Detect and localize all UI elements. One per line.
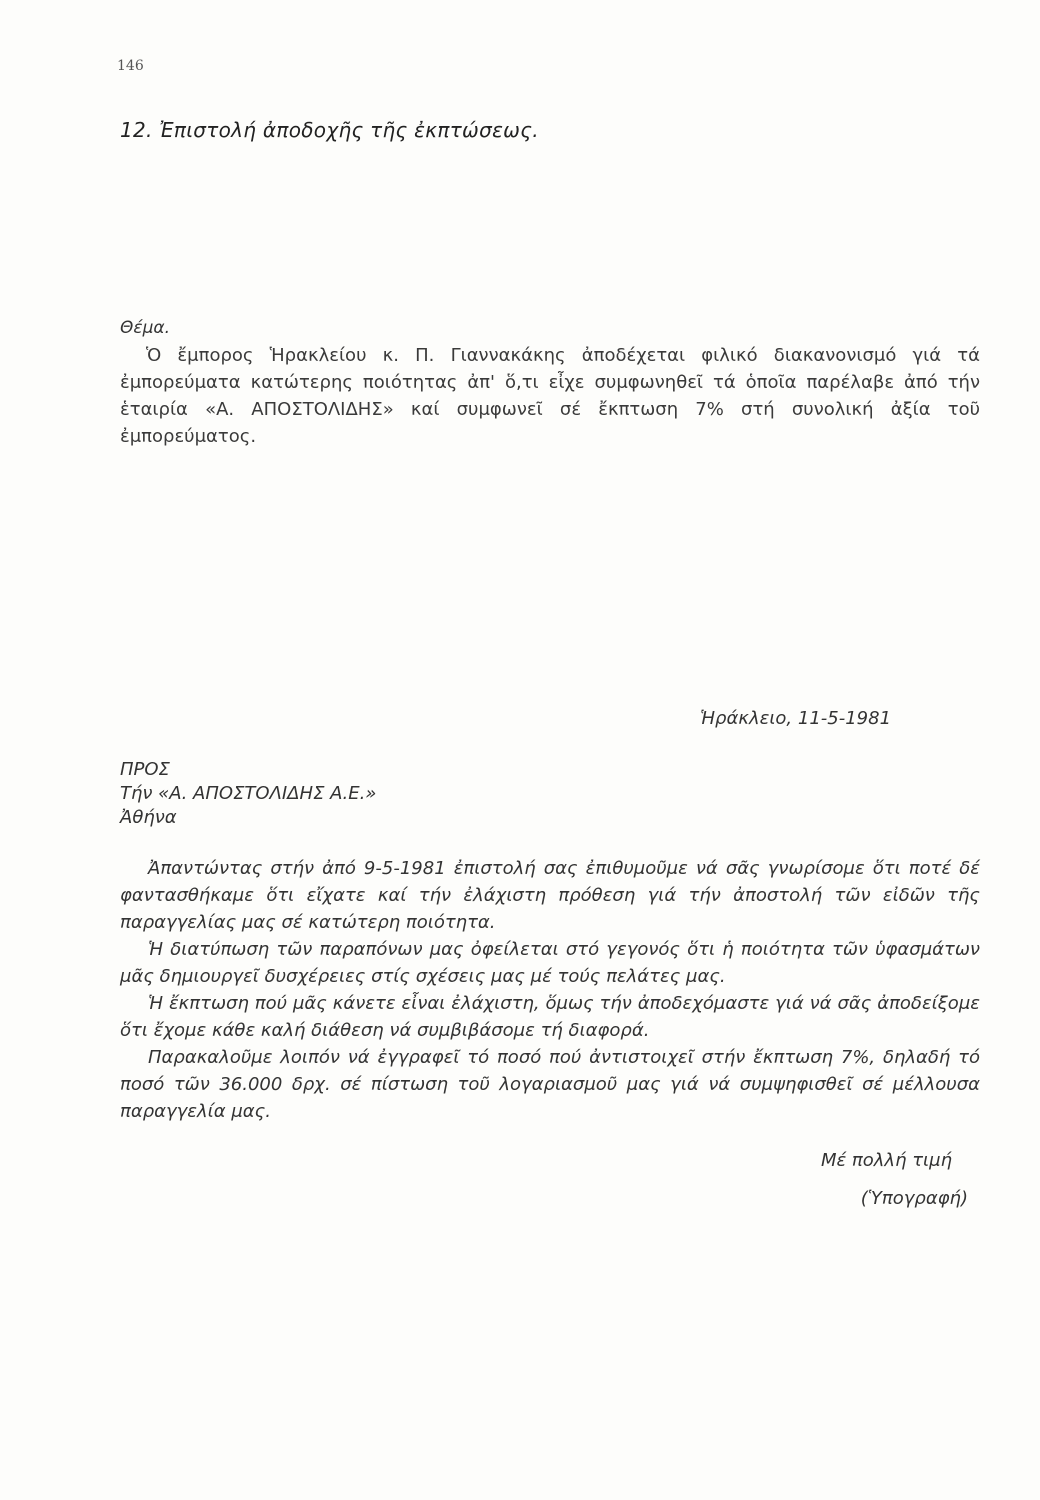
section-heading: 12. Ἐπιστολή ἀποδοχῆς τῆς ἐκπτώσεως. [120, 118, 539, 142]
recipient-address [120, 758, 376, 830]
page-number: 146 [117, 58, 144, 74]
letter-paragraph: Ἡ διατύπωση τῶν παραπόνων μας ὀφείλεται στό γεγονός ὅτι ἡ ποιότητα τῶν ὑφασμάτων μᾶς δημιουργεῖ δυσχέρειες στίς σχέσεις μας μέ τούς πελάτες μας. [120, 939, 980, 987]
letter-paragraph: Παρακαλοῦμε λοιπόν νά ἐγγραφεῖ τό ποσό πού ἀντιστοιχεῖ στήν ἔκπτωση 7%, δηλαδή τό ποσό τῶν 36.000 δρχ. σέ πίστωση τοῦ λογαριασμοῦ μας γιά νά συμψηφισθεῖ σέ μέλλουσα παραγγελία μας. [120, 1047, 980, 1122]
letter-closing: Μέ πολλή τιμή [820, 1150, 952, 1171]
letter-body [120, 855, 980, 1125]
address-to: ΠΡΟΣ [120, 759, 170, 780]
subject-text: Ὁ ἔμπορος Ἡρακλείου κ. Π. Γιαννακάκης ἀποδέχεται φιλικό διακανονισμό γιά τά ἐμπορεύματα κατώτερης ποιότητας ἀπ' ὅ,τι εἶχε συμφωνηθεῖ τά ὁποῖα παρέλαβε ἀπό τήν ἑταιρία «Α. ΑΠΟΣΤΟΛΙΔΗΣ» καί συμφωνεῖ σέ ἔκπτωση 7% στή συνολική ἀξία τοῦ ἐμπορεύματος. [120, 345, 980, 447]
letter-dateline: Ἡράκλειο, 11-5-1981 [700, 708, 892, 729]
letter-signature: (Ὑπογραφή) [860, 1188, 968, 1209]
letter-paragraph: Ἡ ἔκπτωση πού μᾶς κάνετε εἶναι ἐλάχιστη, ὅμως τήν ἀποδεχόμαστε γιά νά σᾶς ἀποδείξομε ὅτι ἔχομε κάθε καλή διάθεση νά συμβιβάσομε τή διαφορά. [120, 993, 980, 1041]
subject-label: Θέμα. [120, 318, 170, 338]
address-city: Ἀθήνα [120, 807, 177, 828]
letter-paragraph: Ἀπαντώντας στήν ἀπό 9-5-1981 ἐπιστολή σας ἐπιθυμοῦμε νά σᾶς γνωρίσομε ὅτι ποτέ δέ φαντασθήκαμε ὅτι εἴχατε καί τήν ἐλάχιστη πρόθεση γιά τήν ἀποστολή τῶν εἰδῶν τῆς παραγγελίας μας σέ κατώτερη ποιότητα. [120, 858, 980, 933]
address-company: Τήν «Α. ΑΠΟΣΤΟΛΙΔΗΣ Α.Ε.» [120, 783, 377, 804]
